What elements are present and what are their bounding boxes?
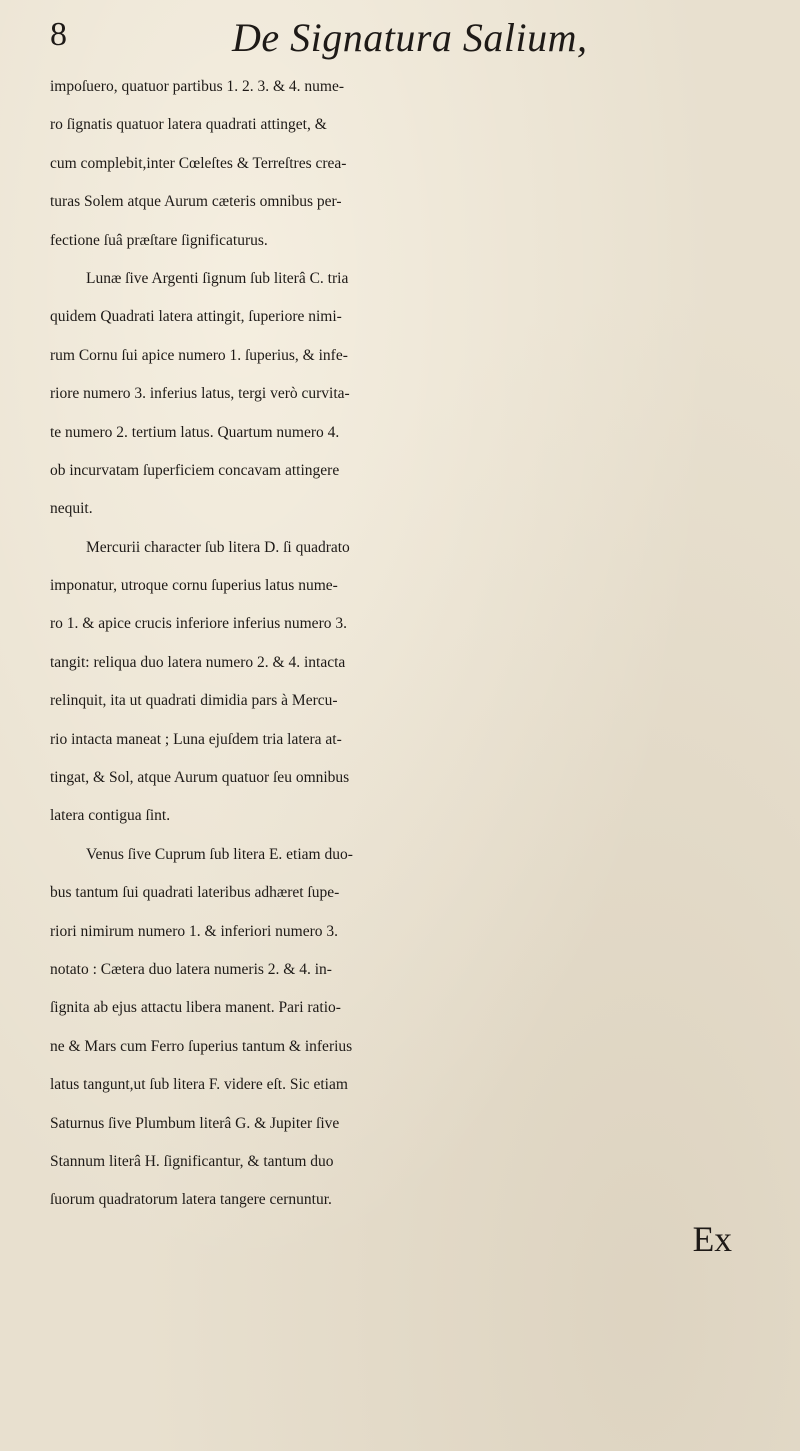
page-header [0, 10, 800, 70]
text-line: fectione ſuâ præſtare ſignificaturus. [50, 231, 268, 249]
text-line: relinquit, ita ut quadrati dimidia pars à Mercu- [50, 692, 338, 710]
text-line: bus tantum ſui quadrati lateribus adhæret ſupe- [50, 884, 340, 902]
text-line: tingat, & Sol, atque Aurum quatuor ſeu omnibus [50, 769, 350, 787]
text-line: rio intacta maneat ; Luna ejuſdem tria latera at- [50, 730, 342, 748]
text-line: riore numero 3. inferius latus, tergi verò curvita- [50, 385, 350, 403]
text-line: quidem Quadrati latera attingit, ſuperiore nimi- [50, 308, 342, 326]
text-line: ſuorum quadratorum latera tangere cernuntur. [50, 1191, 332, 1209]
catchword: Ex [692, 1218, 732, 1259]
text-line: Mercurii character ſub litera D. ſi quadrato [86, 538, 350, 556]
text-line: Venus ſive Cuprum ſub litera E. etiam duo- [86, 845, 353, 863]
text-line: ro ſignatis quatuor latera quadrati attinget, & [50, 116, 327, 134]
page-number: 8 [50, 16, 67, 53]
text-line: latera contigua ſint. [50, 807, 171, 825]
text-line: ob incurvatam ſuperficiem concavam attingere [50, 461, 340, 479]
text-line: tangit: reliqua duo latera numero 2. & 4. intacta [50, 653, 346, 671]
text-line: nequit. [50, 500, 93, 518]
text-line: Stannum literâ H. ſignificantur, & tantum duo [50, 1152, 334, 1170]
text-line: te numero 2. tertium latus. Quartum numero 4. [50, 423, 340, 441]
running-title: De Signatura Salium, [232, 15, 588, 60]
text-line: ſignita ab ejus attactu libera manent. Pari ratio- [50, 999, 341, 1017]
text-line: ro 1. & apice crucis inferiore inferius numero 3. [50, 615, 347, 633]
text-line: imponatur, utroque cornu ſuperius latus nume- [50, 577, 338, 595]
text-line: turas Solem atque Aurum cæteris omnibus per- [50, 193, 342, 211]
text-line: Lunæ ſive Argenti ſignum ſub literâ C. tria [86, 269, 349, 287]
text-line: cum complebit,inter Cœleſtes & Terreſtres crea- [50, 154, 347, 172]
text-line: latus tangunt,ut ſub litera F. videre eſt. Sic etiam [50, 1076, 348, 1094]
text-line: impoſuero, quatuor partibus 1. 2. 3. & 4. nume- [50, 78, 345, 95]
text-line: riori nimirum numero 1. & inferiori numero 3. [50, 922, 338, 940]
body-text [50, 68, 798, 1258]
text-line: rum Cornu ſui apice numero 1. ſuperius, & infe- [50, 346, 348, 364]
text-line: ne & Mars cum Ferro ſuperius tantum & inferius [50, 1037, 353, 1055]
text-line: notato : Cætera duo latera numeris 2. & 4. in- [50, 960, 332, 978]
text-line: Saturnus ſive Plumbum literâ G. & Jupiter ſive [50, 1114, 340, 1132]
